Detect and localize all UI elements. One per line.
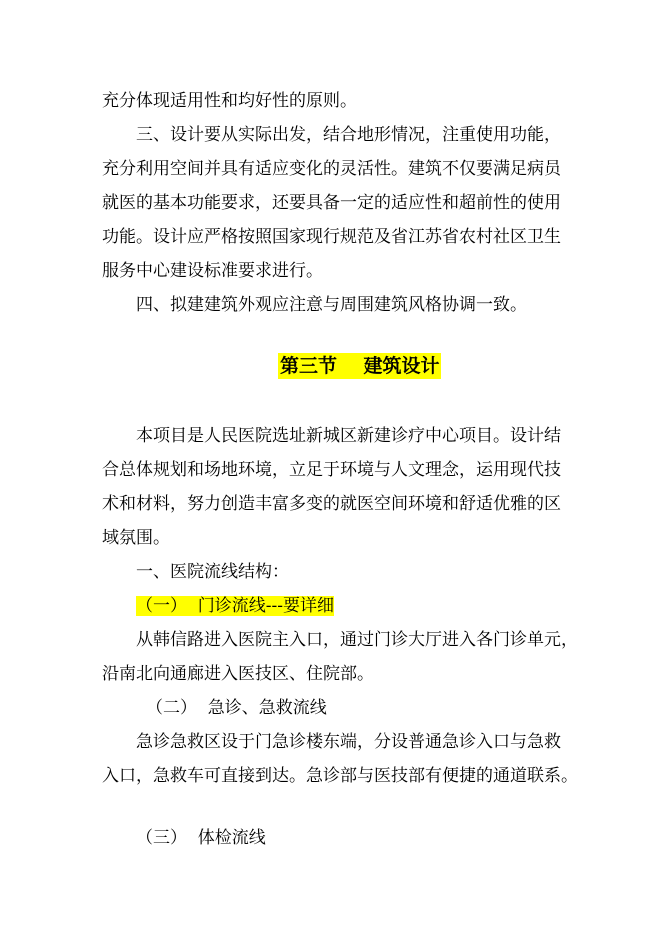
flow-1-line: 从韩信路进入医院主入口，通过门诊大厅进入各门诊单元， <box>136 630 578 650</box>
intro-line: 术和材料，努力创造丰富多变的就医空间环境和舒适优雅的区 <box>102 494 561 514</box>
flow-2-line: 入口，急救车可直接到达。急诊部与医技部有便捷的通道联系。 <box>102 766 578 786</box>
flow-title: 一、医院流线结构： <box>136 562 289 582</box>
section-heading: 第三节 建筑设计 <box>280 355 440 377</box>
text-line: 服务中心建设标准要求进行。 <box>102 261 323 281</box>
text-line: 三、设计要从实际出发，结合地形情况，注重使用功能， <box>136 125 561 145</box>
flow-1-title-highlight: （一） 门诊流线---要详细 <box>136 596 335 616</box>
text-line: 四、拟建建筑外观应注意与周围建筑风格协调一致。 <box>136 295 527 315</box>
text-line: 功能。设计应严格按照国家现行规范及省江苏省农村社区卫生 <box>102 227 561 247</box>
text-line: 就医的基本功能要求，还要具备一定的适应性和超前性的使用 <box>102 193 561 213</box>
flow-3-title: （三） 体检流线 <box>136 828 266 848</box>
flow-1-title <box>136 595 334 617</box>
text-line: 充分体现适用性和均好性的原则。 <box>102 91 357 111</box>
flow-2-line: 急诊急救区设于门急诊楼东端，分设普通急诊入口与急救 <box>136 732 561 752</box>
flow-2-title: （二） 急诊、急救流线 <box>146 698 327 718</box>
intro-line: 本项目是人民医院选址新城区新建诊疗中心项目。设计结 <box>136 426 561 446</box>
intro-line: 域氛围。 <box>102 528 170 548</box>
text-line: 充分利用空间并具有适应变化的灵活性。建筑不仅要满足病员 <box>102 159 561 179</box>
intro-line: 合总体规划和场地环境，立足于环境与人文理念，运用现代技 <box>102 460 561 480</box>
flow-1-line: 沿南北向通廊进入医技区、住院部。 <box>102 664 374 684</box>
